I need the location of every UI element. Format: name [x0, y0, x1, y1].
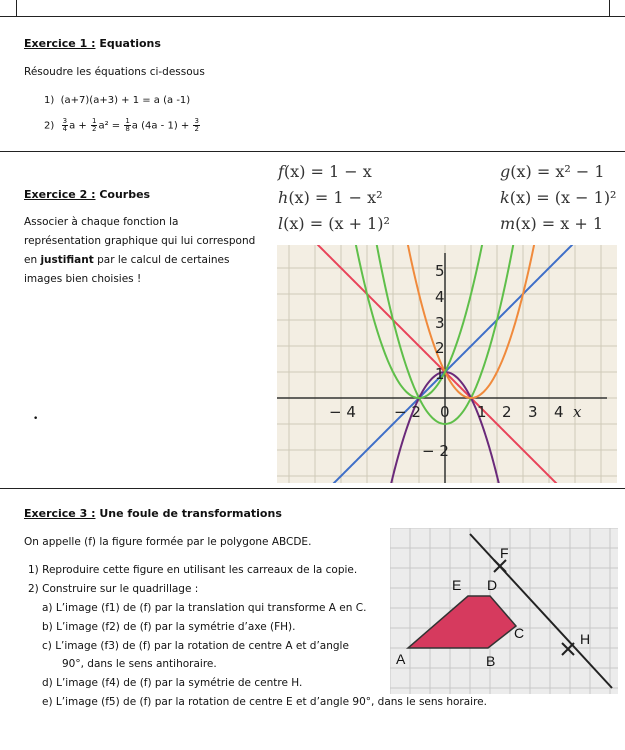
stray-dot: • [33, 414, 39, 424]
ex1-eq2-num: 2) [44, 120, 55, 132]
ex1-title-prefix: Exercice 1 : [24, 37, 96, 50]
fn-h: h(x) = 1 − x² [278, 188, 383, 207]
ex3-item-b: b) L’image (f2) de (f) par la symétrie d’axe (FH). [42, 621, 296, 633]
polygon-figure [390, 528, 618, 694]
ex3-title [24, 507, 282, 520]
ex1-instruction: Résoudre les équations ci-dessous [24, 66, 205, 78]
ex2-text-line1: Associer à chaque fonction la [24, 216, 179, 228]
ex1-eq1-num: 1) [44, 95, 55, 106]
x-tick-1: 1 [477, 403, 487, 421]
label-f: F [500, 545, 509, 561]
y-tick-3: 3 [435, 314, 445, 332]
x-tick-0: 0 [440, 403, 450, 421]
label-b: B [486, 653, 496, 669]
ex3-item-a: a) L’image (f1) de (f) par la translation qui transforme A en C. [42, 602, 367, 614]
ex1-eq2 [44, 118, 201, 133]
ex2-text-line4: images bien choisies ! [24, 273, 142, 285]
fn-f: f(x) = 1 − x [278, 162, 372, 181]
top-left-tick [16, 0, 17, 16]
x-axis-label: x [573, 403, 582, 421]
ex2-bold-word: justifiant [40, 254, 94, 266]
label-d: D [487, 577, 498, 593]
y-tick-2: 2 [435, 339, 445, 357]
polygon-figure-svg [390, 528, 618, 694]
ex3-item-c-cont: 90°, dans le sens antihoraire. [62, 658, 217, 670]
divider-2 [0, 488, 625, 489]
x-tick-m4: − 4 [329, 403, 356, 421]
ex3-item-d: d) L’image (f4) de (f) par la symétrie de centre H. [42, 677, 303, 689]
frac-1-2: $\frac{1}{2}$ [91, 117, 97, 133]
divider-1 [0, 151, 625, 152]
y-tick-m2: − 2 [422, 442, 449, 460]
ex2-text-line2: représentation graphique qui lui correspond [24, 235, 256, 247]
top-right-tick [609, 0, 610, 16]
curve-m [290, 245, 617, 483]
fn-m: m(x) = x + 1 [500, 214, 604, 233]
function-graph-svg [277, 245, 617, 483]
polygon-abcde [408, 596, 516, 648]
eq2-term2: a² = [98, 120, 121, 132]
ex2-title [24, 188, 150, 201]
ex2-text-line3: en justifiant par le calcul de certaines [24, 254, 230, 266]
ex2-title-suffix: Courbes [95, 188, 151, 201]
fn-k: k(x) = (x − 1)² [500, 188, 617, 207]
ex3-intro: On appelle (f) la figure formée par le polygone ABCDE. [24, 536, 312, 548]
ex2-title-prefix: Exercice 2 : [24, 188, 96, 201]
y-tick-4: 4 [435, 288, 445, 306]
ex1-eq1-text: (a+7)(a+3) + 1 = a (a -1) [60, 95, 191, 106]
x-tick-2: 2 [502, 403, 512, 421]
label-e: E [452, 577, 462, 593]
x-tick-3: 3 [528, 403, 538, 421]
ex1-title [24, 37, 161, 50]
frac-1-8: $\frac{1}{8}$ [125, 117, 130, 133]
fn-l: l(x) = (x + 1)² [278, 214, 390, 233]
label-a: A [396, 651, 406, 667]
ex3-item-e: e) L’image (f5) de (f) par la rotation de centre E et d’angle 90°, dans le sens horaire. [42, 696, 487, 708]
ex3-item-c: c) L’image (f3) de (f) par la rotation de centre A et d’angle [42, 640, 349, 652]
frac-3-4: $\frac{3}{4}$ [62, 117, 68, 133]
x-tick-4: 4 [554, 403, 564, 421]
ex3-item-2: 2) Construire sur le quadrillage : [28, 583, 199, 595]
top-rule [0, 16, 625, 17]
frac-3-2: $\frac{3}{2}$ [194, 117, 199, 133]
ex3-title-suffix: Une foule de transformations [95, 507, 282, 520]
fn-g: g(x) = x² − 1 [500, 162, 605, 181]
ex3-title-prefix: Exercice 3 : [24, 507, 96, 520]
x-tick-m2: − 2 [394, 403, 421, 421]
y-tick-5: 5 [435, 262, 445, 280]
ex1-title-suffix: Equations [95, 37, 161, 50]
y-tick-1: 1 [435, 365, 445, 383]
label-c: C [514, 625, 525, 641]
function-graph [277, 245, 617, 483]
ex3-item-1: 1) Reproduire cette figure en utilisant les carreaux de la copie. [28, 564, 358, 576]
ex1-eq1 [44, 95, 190, 106]
eq2-term1: a + [69, 120, 87, 132]
label-h: H [580, 631, 591, 647]
eq2-term3: a (4a - 1) + [131, 120, 190, 132]
